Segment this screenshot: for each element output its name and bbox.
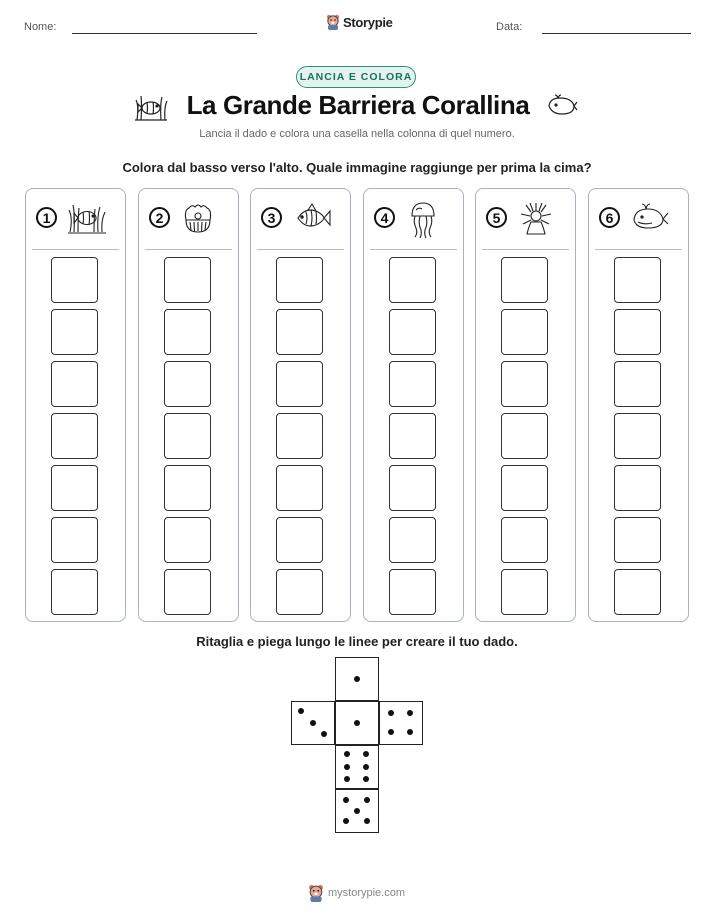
die-face-4 [379, 701, 423, 745]
die-pip [364, 818, 370, 824]
die-pip [354, 720, 360, 726]
color-box[interactable] [51, 413, 98, 459]
color-box[interactable] [389, 465, 436, 511]
brand-logo [326, 14, 393, 30]
column-4 [363, 188, 464, 622]
activity-badge: LANCIA E COLORA [296, 66, 416, 88]
color-box[interactable] [389, 413, 436, 459]
color-box[interactable] [389, 309, 436, 355]
die-pip [310, 720, 316, 726]
color-box[interactable] [501, 465, 548, 511]
die-pip [407, 710, 413, 716]
color-box[interactable] [51, 361, 98, 407]
die-face-5 [335, 789, 379, 833]
color-box[interactable] [501, 361, 548, 407]
column-divider [370, 249, 457, 250]
color-box[interactable] [51, 257, 98, 303]
column-6 [588, 188, 689, 622]
column-divider [32, 249, 119, 250]
die-pip [388, 710, 394, 716]
color-box[interactable] [51, 517, 98, 563]
column-3 [250, 188, 351, 622]
color-box[interactable] [276, 257, 323, 303]
sea-anemone-icon [516, 200, 558, 240]
die-pip [388, 729, 394, 735]
name-label: Nome: [24, 21, 57, 33]
color-box[interactable] [276, 465, 323, 511]
whale-title-icon [546, 94, 578, 118]
clam-pearl-icon [179, 200, 221, 240]
column-divider [595, 249, 682, 250]
color-box[interactable] [614, 361, 661, 407]
brand-name: Storypie [343, 14, 393, 30]
die-pip [344, 776, 350, 782]
die-pip [354, 676, 360, 682]
color-box[interactable] [501, 569, 548, 615]
color-box[interactable] [389, 257, 436, 303]
color-box[interactable] [389, 569, 436, 615]
column-number: 1 [36, 207, 57, 228]
color-box[interactable] [614, 569, 661, 615]
column-number: 3 [261, 207, 282, 228]
color-box[interactable] [614, 517, 661, 563]
column-divider [145, 249, 232, 250]
color-box[interactable] [276, 413, 323, 459]
color-box[interactable] [389, 361, 436, 407]
column-divider [257, 249, 344, 250]
die-pip [363, 764, 369, 770]
die-pip [407, 729, 413, 735]
column-divider [482, 249, 569, 250]
color-box[interactable] [614, 413, 661, 459]
color-box[interactable] [501, 309, 548, 355]
color-box[interactable] [164, 517, 211, 563]
die-pip [363, 776, 369, 782]
color-box[interactable] [501, 257, 548, 303]
color-box[interactable] [501, 413, 548, 459]
die-pip [364, 797, 370, 803]
clownfish-anemone-title-icon [133, 92, 169, 122]
footer [308, 884, 405, 902]
color-box[interactable] [51, 465, 98, 511]
bear-mascot-footer-icon [308, 884, 324, 902]
coloring-instruction: Colora dal basso verso l'alto. Quale immagine raggiunge per prima la cima? [122, 160, 592, 175]
column-5 [475, 188, 576, 622]
column-number: 4 [374, 207, 395, 228]
column-number: 2 [149, 207, 170, 228]
color-box[interactable] [614, 309, 661, 355]
die-pip [298, 708, 304, 714]
color-box[interactable] [51, 309, 98, 355]
color-box[interactable] [51, 569, 98, 615]
color-box[interactable] [164, 465, 211, 511]
color-box[interactable] [501, 517, 548, 563]
die-pip [354, 808, 360, 814]
color-box[interactable] [614, 465, 661, 511]
whale-icon [629, 200, 671, 240]
die-pip [343, 797, 349, 803]
name-line [72, 33, 257, 34]
column-number: 5 [486, 207, 507, 228]
die-pip [363, 751, 369, 757]
color-box[interactable] [164, 257, 211, 303]
date-label: Data: [496, 21, 523, 33]
die-face-1 [335, 657, 379, 701]
date-line [542, 33, 691, 34]
die-instruction: Ritaglia e piega lungo le linee per creare il tuo dado. [196, 634, 518, 649]
color-box[interactable] [389, 517, 436, 563]
footer-url: mystorypie.com [328, 887, 406, 899]
jellyfish-icon [404, 200, 446, 240]
die-pip [321, 731, 327, 737]
die-face-6 [335, 745, 379, 789]
die-pip [344, 751, 350, 757]
column-number: 6 [599, 207, 620, 228]
color-box[interactable] [276, 309, 323, 355]
color-box[interactable] [164, 569, 211, 615]
color-box[interactable] [164, 309, 211, 355]
page-subtitle: Lancia il dado e colora una casella nella colonna di quel numero. [199, 128, 515, 140]
color-box[interactable] [276, 569, 323, 615]
die-pip [344, 764, 350, 770]
column-1 [25, 188, 126, 622]
page-title: La Grande Barriera Corallina [186, 90, 530, 120]
fish-icon [291, 200, 333, 240]
die-pip [343, 818, 349, 824]
die-face-1 [335, 701, 379, 745]
color-box[interactable] [614, 257, 661, 303]
bear-mascot-icon [326, 14, 340, 30]
column-2 [138, 188, 239, 622]
color-box[interactable] [276, 361, 323, 407]
color-box[interactable] [164, 413, 211, 459]
clownfish-anemone-icon [66, 200, 108, 240]
die-face-3 [291, 701, 335, 745]
color-box[interactable] [276, 517, 323, 563]
color-box[interactable] [164, 361, 211, 407]
